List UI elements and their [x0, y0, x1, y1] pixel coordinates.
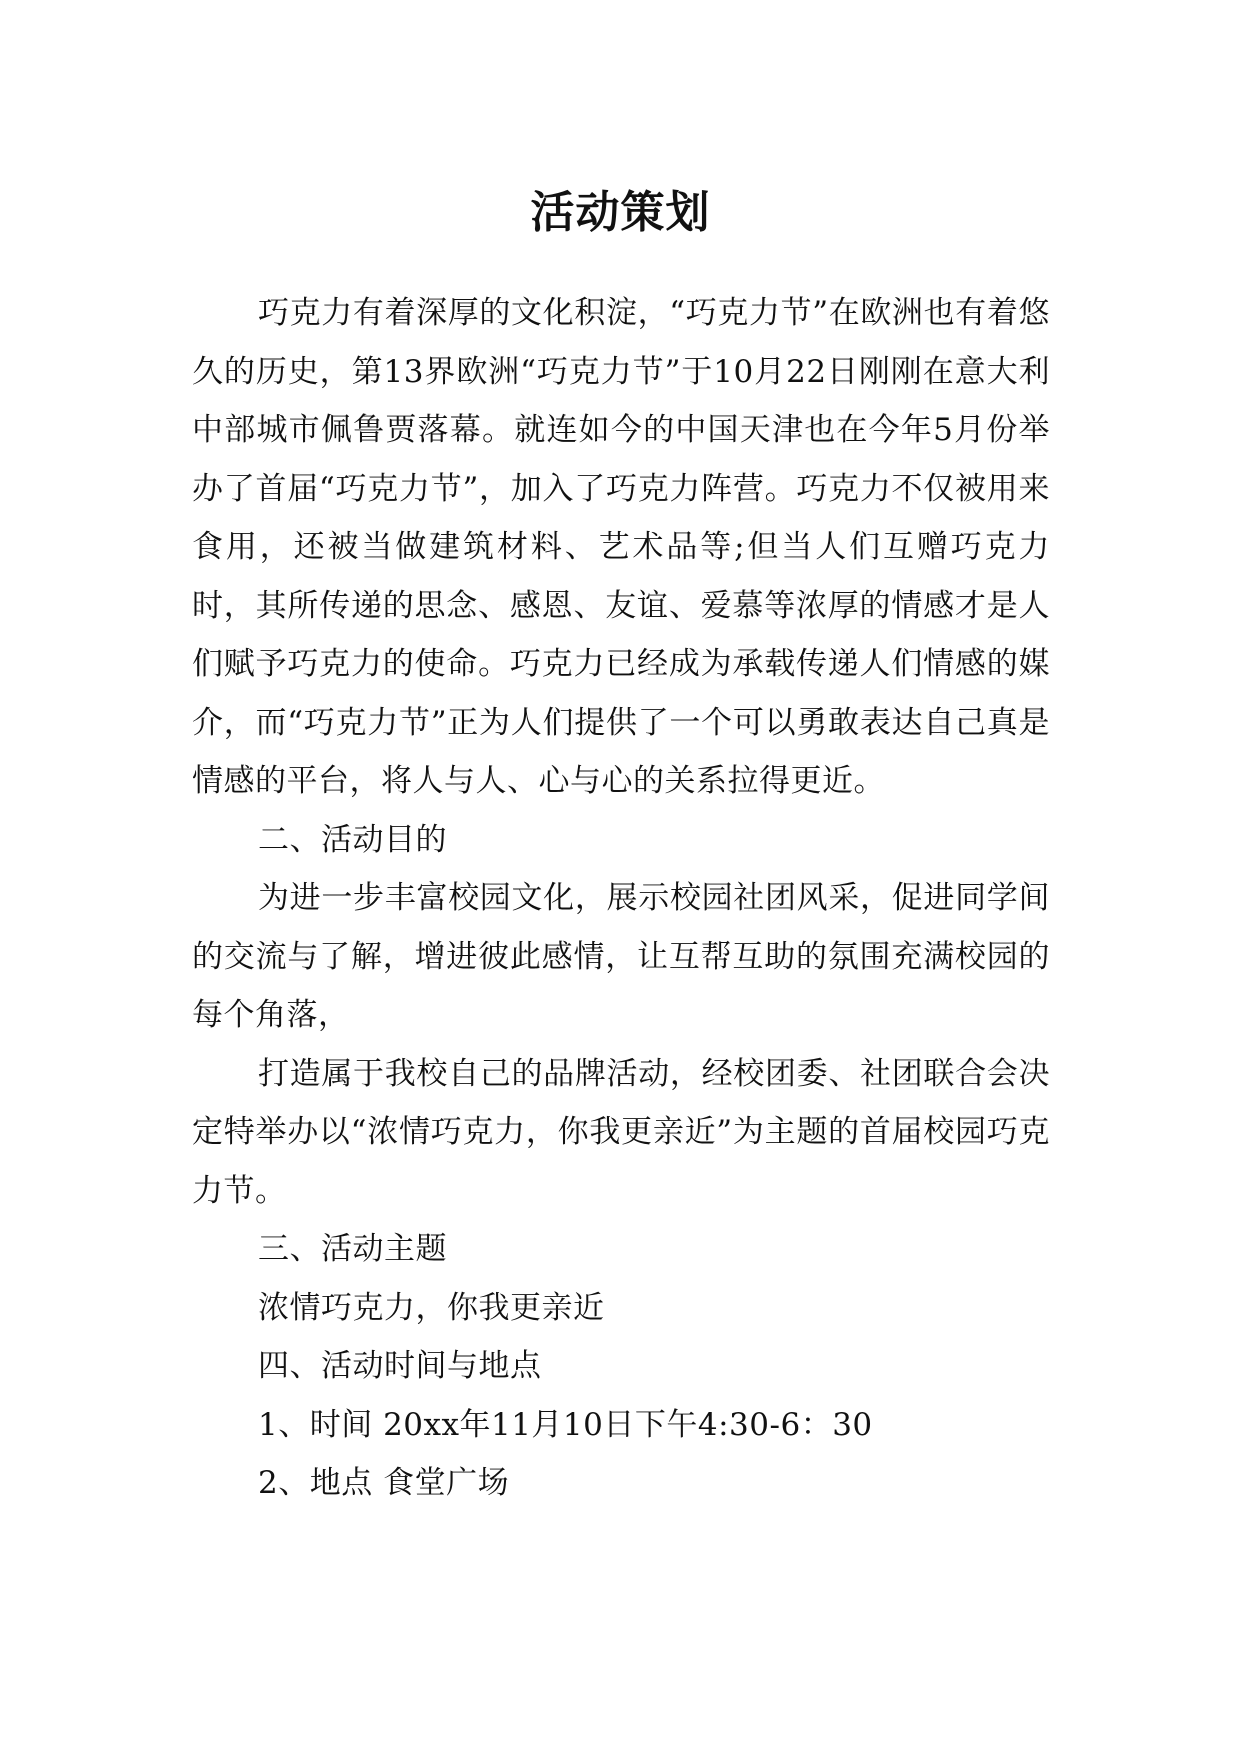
document-title: 活动策划 [530, 187, 711, 239]
document-body [192, 284, 1050, 1513]
place-item: 2、地点 食堂广场 [258, 1465, 510, 1501]
theme-text: 浓情巧克力，你我更亲近 [258, 1289, 605, 1326]
time-item: 1、时间 20xx年11月10日下午4:30-6：30 [258, 1406, 873, 1443]
intro-paragraph: 巧克力有着深厚的文化积淀，“巧克力节”在欧洲也有着悠久的历史，第13界欧洲“巧克力节”于10月22日刚刚在意大利中部城市佩鲁贾落幕。就连如今的中国天津也在今年5月份举办了首届“巧克力节”，加入了巧克力阵营。巧克力不仅被用来食用，还被当做建筑材料、艺术品等;但当人们互赠巧克力时，其所传递的思念、感恩、友谊、爱慕等浓厚的情感才是人们赋予巧克力的使命。巧克力已经成为承载传递人们情感的媒介，而“巧克力节”正为人们提供了一个可以勇敢表达自己真是情感的平台，将人与人、心与心的关系拉得更近。 [192, 295, 1050, 799]
purpose-paragraph: 为进一步丰富校园文化，展示校园社团风采，促进同学间的交流与了解，增进彼此感情，让互帮互助的氛围充满校园的每个角落， [192, 880, 1050, 1033]
section-heading-purpose: 二、活动目的 [258, 821, 447, 858]
purpose-paragraph-continued: 打造属于我校自己的品牌活动，经校团委、社团联合会决定特举办以“浓情巧克力，你我更亲近”为主题的首届校园巧克力节。 [192, 1055, 1050, 1209]
section-heading-time-place: 四、活动时间与地点 [258, 1348, 542, 1384]
section-heading-theme: 三、活动主题 [258, 1231, 447, 1267]
